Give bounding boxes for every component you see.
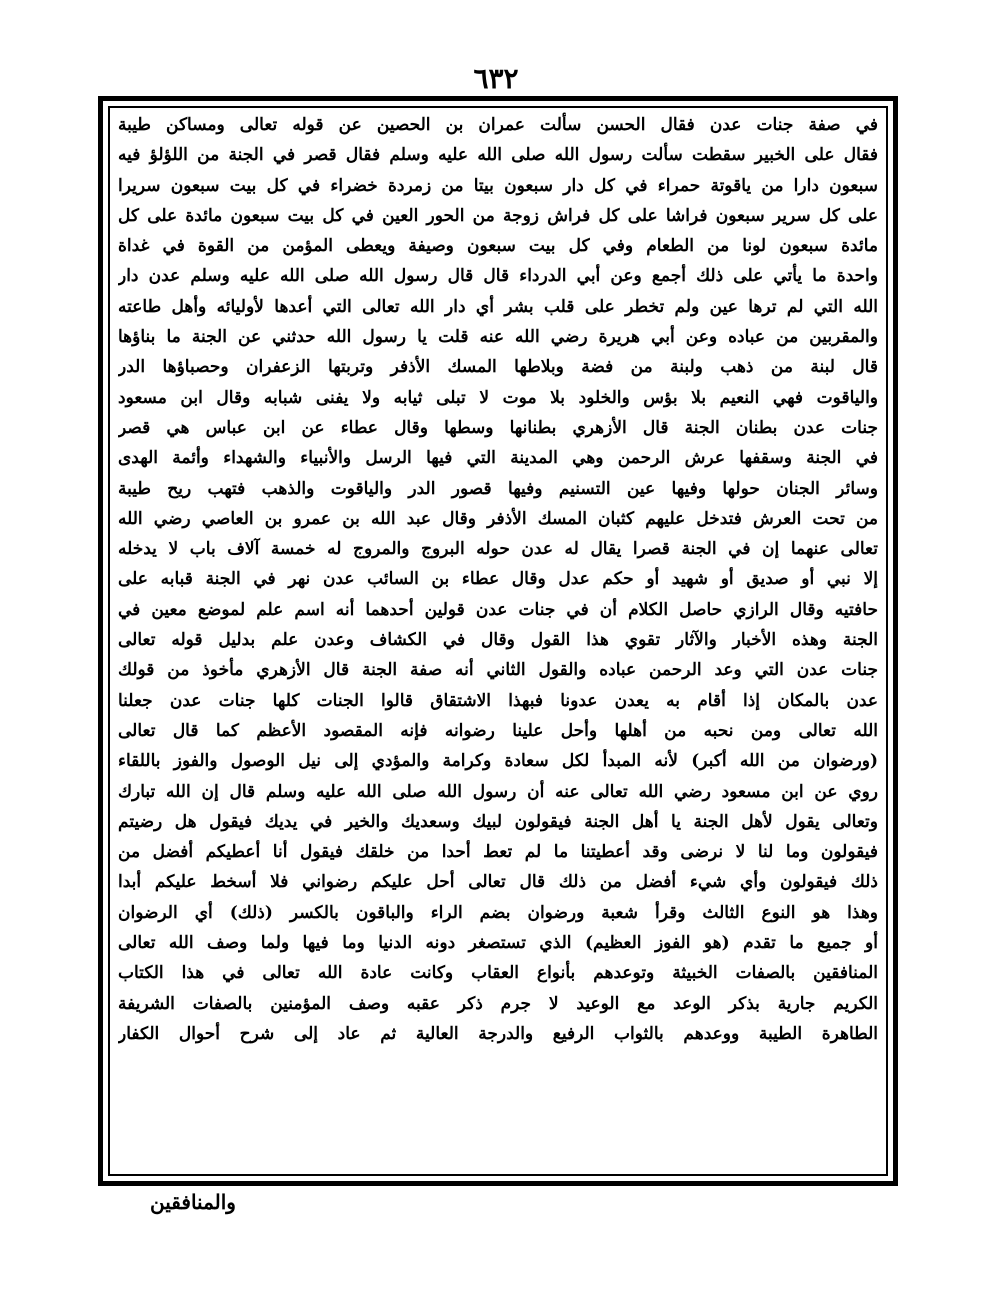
text-line: جنات عدن بطنان الجنة قال الأزهري بطنانها وسطها وقال عطاء عن ابن عباس هي قصر <box>118 417 878 438</box>
text-line: الله تعالى ومن نحبه من أهلها وأحل علينا رضوانه فإنه المقصود الأعظم كما قال تعالى <box>118 720 878 741</box>
catchword: والمنافقين <box>150 1190 236 1214</box>
text-line: الجنة وهذه الأخبار والآثار تقوي هذا القول وقال في الكشاف وعدن علم بدليل قوله تعالى <box>118 630 878 651</box>
text-line: واحدة ما يأتي على ذلك أجمع وعن أبي الدرداء قال قال رسول الله صلى الله عليه وسلم عدن دار <box>118 266 878 287</box>
text-line: قال لبنة من ذهب ولبنة من فضة وبلاطها المسك الأذفر وتربتها الزعفران وحصباؤها الدر <box>118 357 878 378</box>
text-line: تعالى عنهما إن في الجنة قصرا يقال له عدن حوله البروج والمروج له خمسة آلاف باب لا يدخله <box>118 539 878 560</box>
text-line: الله التي لم ترها عين ولم تخطر على قلب بشر أي دار الله تعالى التي أعدها لأوليائه وأهل طاعته <box>118 296 878 317</box>
text-line: جنات عدن التي وعد الرحمن عباده والقول الثاني أنه صفة الجنة قال الأزهري مأخوذ من قولك <box>118 660 878 681</box>
text-line: المنافقين بالصفات الخبيثة وتوعدهم بأنواع العقاب وكانت عادة الله تعالى في هذا الكتاب <box>118 963 878 984</box>
text-line: (ورضوان من الله أكبر) لأنه المبدأ لكل سعادة وكرامة والمؤدي إلى نيل الوصول والفوز باللقاء <box>118 751 878 772</box>
text-line: والمقربين من عباده وعن أبي هريرة رضي الله عنه قلت يا رسول الله حدثني عن الجنة ما بناؤها <box>118 327 878 348</box>
text-line: الطاهرة الطيبة ووعدهم بالثواب الرفيع والدرجة العالية ثم عاد إلى شرح أحوال الكفار <box>118 1023 878 1044</box>
text-line: ذلك فيقولون وأي شيء أفضل من ذلك قال تعالى أحل عليكم رضواني فلا أسخط عليكم أبدا <box>118 872 878 893</box>
text-line: عدن بالمكان إذا أقام به يعدن عدونا فبهذا الاشتقاق قالوا الجنات كلها جنات عدن جعلنا <box>118 690 878 711</box>
text-line: روي عن ابن مسعود رضي الله تعالى عنه أن رسول الله صلى الله عليه وسلم قال إن الله تبارك <box>118 781 878 802</box>
text-line: وهذا هو النوع الثالث وقرأ شعبة ورضوان بضم الراء والباقون بالكسر (ذلك) أي الرضوان <box>118 902 878 923</box>
text-line: من تحت العرش فتدخل عليهم كثبان المسك الأذفر وقال عبد الله بن عمرو بن العاصي رضي الله <box>118 508 878 529</box>
text-line: فيقولون وما لنا لا نرضى وقد أعطيتنا ما لم تعط أحدا من خلقك فيقول أنا أعطيكم أفضل من <box>118 842 878 863</box>
text-line: على كل سرير سبعون فراشا على كل فراش زوجة من الحور العين في كل بيت سبعون مائدة على كل <box>118 205 878 226</box>
text-line: أو جميع ما تقدم (هو الفوز العظيم) الذي تستصغر دونه الدنيا وما فيها ولما وصف الله تعالى <box>118 933 878 954</box>
text-line: وتعالى يقول لأهل الجنة يا أهل الجنة فيقولون لبيك وسعديك والخير في يديك فيقول هل رضيتم <box>118 811 878 832</box>
text-line: حافتيه وقال الرازي حاصل الكلام أن في جنات عدن قولين أحدهما أنه اسم علم لموضع معين في <box>118 599 878 620</box>
text-line: سبعون دارا من ياقوتة حمراء في كل دار سبعون بيتا من زمردة خضراء في كل بيت سبعون سريرا <box>118 175 878 196</box>
text-line: الكريم جارية بذكر الوعد مع الوعيد لا جرم ذكر عقبه وصف المؤمنين بالصفات الشريفة <box>118 993 878 1014</box>
text-line: في الجنة وسقفها عرش الرحمن وهي المدينة التي فيها الرسل والأنبياء والشهداء وأئمة الهدى <box>118 448 878 469</box>
text-line: فقال على الخبير سقطت سألت رسول الله صلى الله عليه وسلم فقال قصر في الجنة من اللؤلؤ فيه <box>118 145 878 166</box>
text-line: وسائر الجنان حولها وفيها عين التسنيم وفيها قصور الدر والياقوت والذهب فتهب ريح طيبة <box>118 478 878 499</box>
text-line: مائدة سبعون لونا من الطعام وفي كل بيت سبعون وصيفة ويعطى المؤمن من القوة في غداة <box>118 236 878 257</box>
text-line: في صفة جنات عدن فقال الحسن سألت عمران بن الحصين عن قوله تعالى ومساكن طيبة <box>118 115 878 135</box>
text-line: والياقوت فهي النعيم بلا بؤس والخلود بلا موت لا تبلى ثيابه ولا يفنى شبابه وقال ابن مسعود <box>118 387 878 408</box>
page-number: ٦٣٢ <box>473 62 519 95</box>
text-line: إلا نبي أو صديق أو شهيد أو حكم عدل وقال عطاء بن السائب عدن نهر في الجنة قبابه على <box>118 569 878 590</box>
main-text-block <box>118 110 878 1170</box>
